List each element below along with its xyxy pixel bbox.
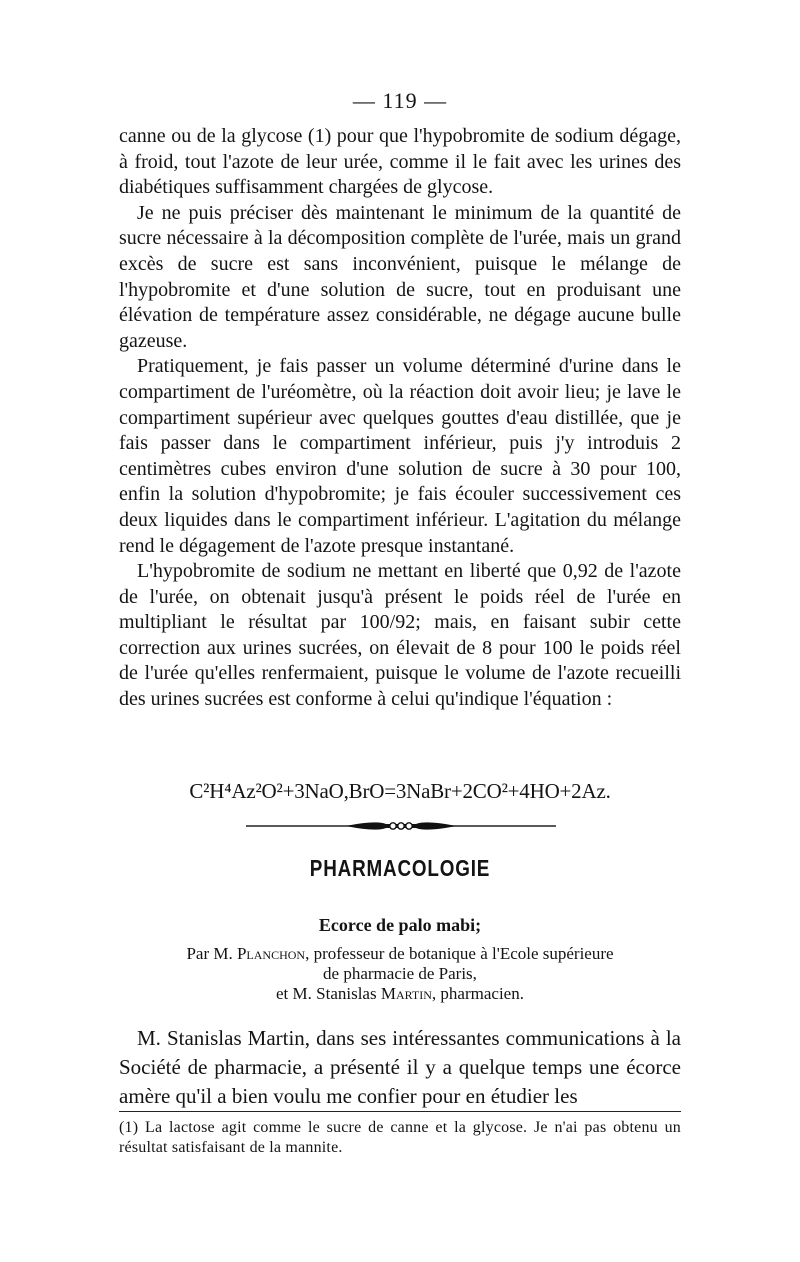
article-byline	[0, 944, 800, 1004]
byline-second-prefix: et M. Stanislas	[276, 984, 377, 1003]
byline-line-2: de pharmacie de Paris,	[323, 964, 477, 983]
pharmacology-text-block	[119, 1024, 681, 1111]
page-number: — 119 —	[352, 88, 448, 113]
byline-line-1	[0, 944, 800, 964]
paragraph-sugar-quantity: Je ne puis préciser dès maintenant le minimum de la quantité de sucre nécessaire à la décomposition complète de l'urée, mais un grand excès de sucre est sans inconvénient, puisque le mélange de l'hypobromite et d'une solution de sucre, tout en produisant une élévation de température assez considérable, ne dégage aucune bulle gazeuse.	[119, 201, 681, 352]
author-martin-title: , pharmacien.	[431, 984, 524, 1003]
author-planchon: Planchon	[236, 944, 306, 963]
paragraph-continuation: canne ou de la glycose (1) pour que l'hypobromite de sodium dégage, à froid, tout l'azote de leur urée, comme il le fait avec les urines des diabétiques suffisamment chargées de glycose.	[119, 125, 681, 199]
footnote: (1) La lactose agit comme le sucre de canne et la glycose. Je n'ai pas obtenu un résultat satisfaisant de la mannite.	[119, 1119, 681, 1156]
chemical-equation: C²H⁴Az²O²+3NaO,BrO=3NaBr+2CO²+4HO+2Az.	[189, 779, 611, 803]
footnote-rule	[119, 1111, 681, 1112]
paragraph-palo-mabi: M. Stanislas Martin, dans ses intéressantes communications à la Société de pharmacie, a présenté il y a quelque temps une écorce amère qu'il a bien voulu me confier pour en étudier les	[119, 1026, 681, 1108]
article-title: Ecorce de palo mabi;	[318, 915, 482, 935]
author-planchon-title: , professeur de botanique à l'Ecole supérieure	[305, 944, 614, 963]
author-martin: Martin	[380, 984, 432, 1003]
section-divider-ornament	[246, 816, 556, 836]
paragraph-correction: L'hypobromite de sodium ne mettant en liberté que 0,92 de l'azote de l'urée, on obtenait jusqu'à présent le poids réel de l'urée en multipliant le résultat par 100/92; mais, en faisant subir cette correction aux urines sucrées, on élevait de 8 pour 100 le poids réel de l'urée qu'elles renfermaient, puisque le volume de l'azote recueilli des urines sucrées est conforme à celui qu'indique l'équation :	[119, 560, 681, 711]
section-heading: PHARMACOLOGIE	[309, 855, 491, 881]
byline-line-3	[0, 984, 800, 1004]
paragraph-procedure: Pratiquement, je fais passer un volume déterminé d'urine dans le compartiment de l'uréomètre, où la réaction doit avoir lieu; je lave le compartiment supérieur avec quelques gouttes d'eau distillée, que je fais passer dans le compartiment inférieur, puis j'y introduis 2 centimètres cubes environ d'une solution de sucre à 30 pour 100, enfin la solution d'hypobromite; je fais écouler successivement ces deux liquides dans le compartiment inférieur. L'agitation du mélange rend le dégagement de l'azote presque instantané.	[119, 355, 681, 557]
byline-prefix: Par M.	[186, 944, 233, 963]
chemistry-text-block	[119, 124, 681, 713]
